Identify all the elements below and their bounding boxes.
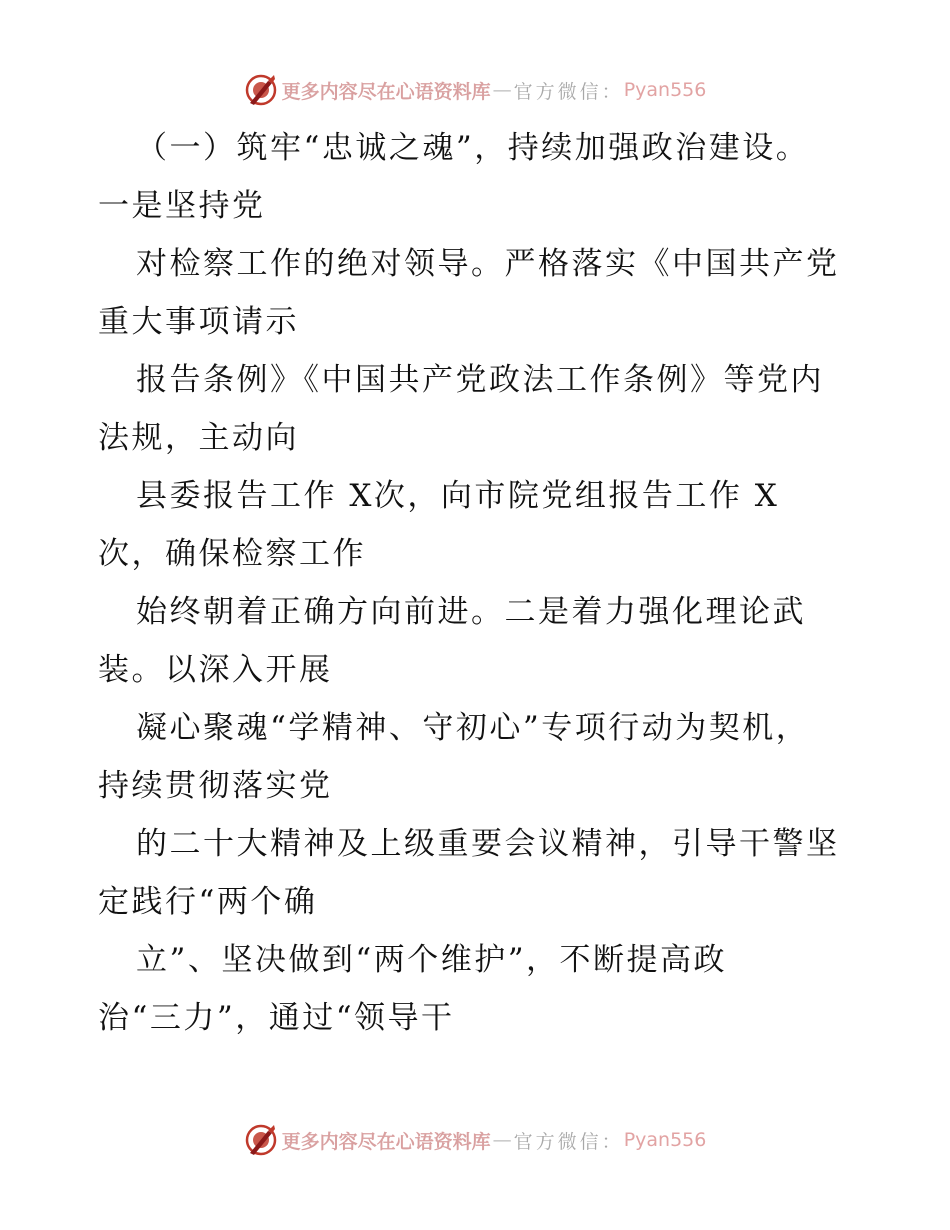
body-line: 对检察工作的绝对领导。严格落实《中国共产党 — [136, 246, 840, 282]
body-line: 的二十大精神及上级重要会议精神，引导干警坚 — [136, 826, 840, 862]
body-line: 治“三力”，通过“领导干 — [98, 1000, 455, 1036]
body-line: 定践行“两个确 — [98, 884, 318, 920]
header-watermark — [0, 70, 950, 110]
body-line: 始终朝着正确方向前进。二是着力强化理论武 — [136, 594, 806, 630]
watermark-main-text: 更多内容尽在心语资料库 — [281, 1130, 491, 1153]
body-line: 装。以深入开展 — [98, 652, 333, 688]
body-line: 报告条例》《中国共产党政法工作条例》等党内 — [136, 362, 824, 398]
watermark-wechat-id: Pyan556 — [623, 1129, 707, 1151]
body-line: 重大事项请示 — [98, 304, 299, 340]
quill-logo-icon — [244, 1123, 278, 1157]
body-line: 县委报告工作 X次，向市院党组报告工作 X — [136, 478, 780, 514]
body-line: （一）筑牢“忠诚之魂”，持续加强政治建设。 — [136, 130, 810, 166]
body-line: 一是坚持党 — [98, 188, 266, 224]
watermark-wechat-id: Pyan556 — [623, 79, 707, 101]
body-line: 凝心聚魂“学精神、守初心”专项行动为契机， — [136, 710, 810, 746]
watermark-dash: — — [492, 1129, 512, 1151]
footer-watermark — [0, 1120, 950, 1160]
quill-logo-icon — [244, 73, 278, 107]
body-line: 立”、坚决做到“两个维护”，不断提高政 — [136, 942, 728, 978]
body-line: 次，确保检察工作 — [98, 536, 366, 572]
watermark-label: 官方微信： — [513, 1130, 624, 1153]
watermark-label: 官方微信： — [513, 80, 624, 103]
watermark-dash: — — [492, 79, 512, 101]
body-line: 法规，主动向 — [98, 420, 299, 456]
body-line: 持续贯彻落实党 — [98, 768, 333, 804]
watermark-main-text: 更多内容尽在心语资料库 — [281, 80, 491, 103]
